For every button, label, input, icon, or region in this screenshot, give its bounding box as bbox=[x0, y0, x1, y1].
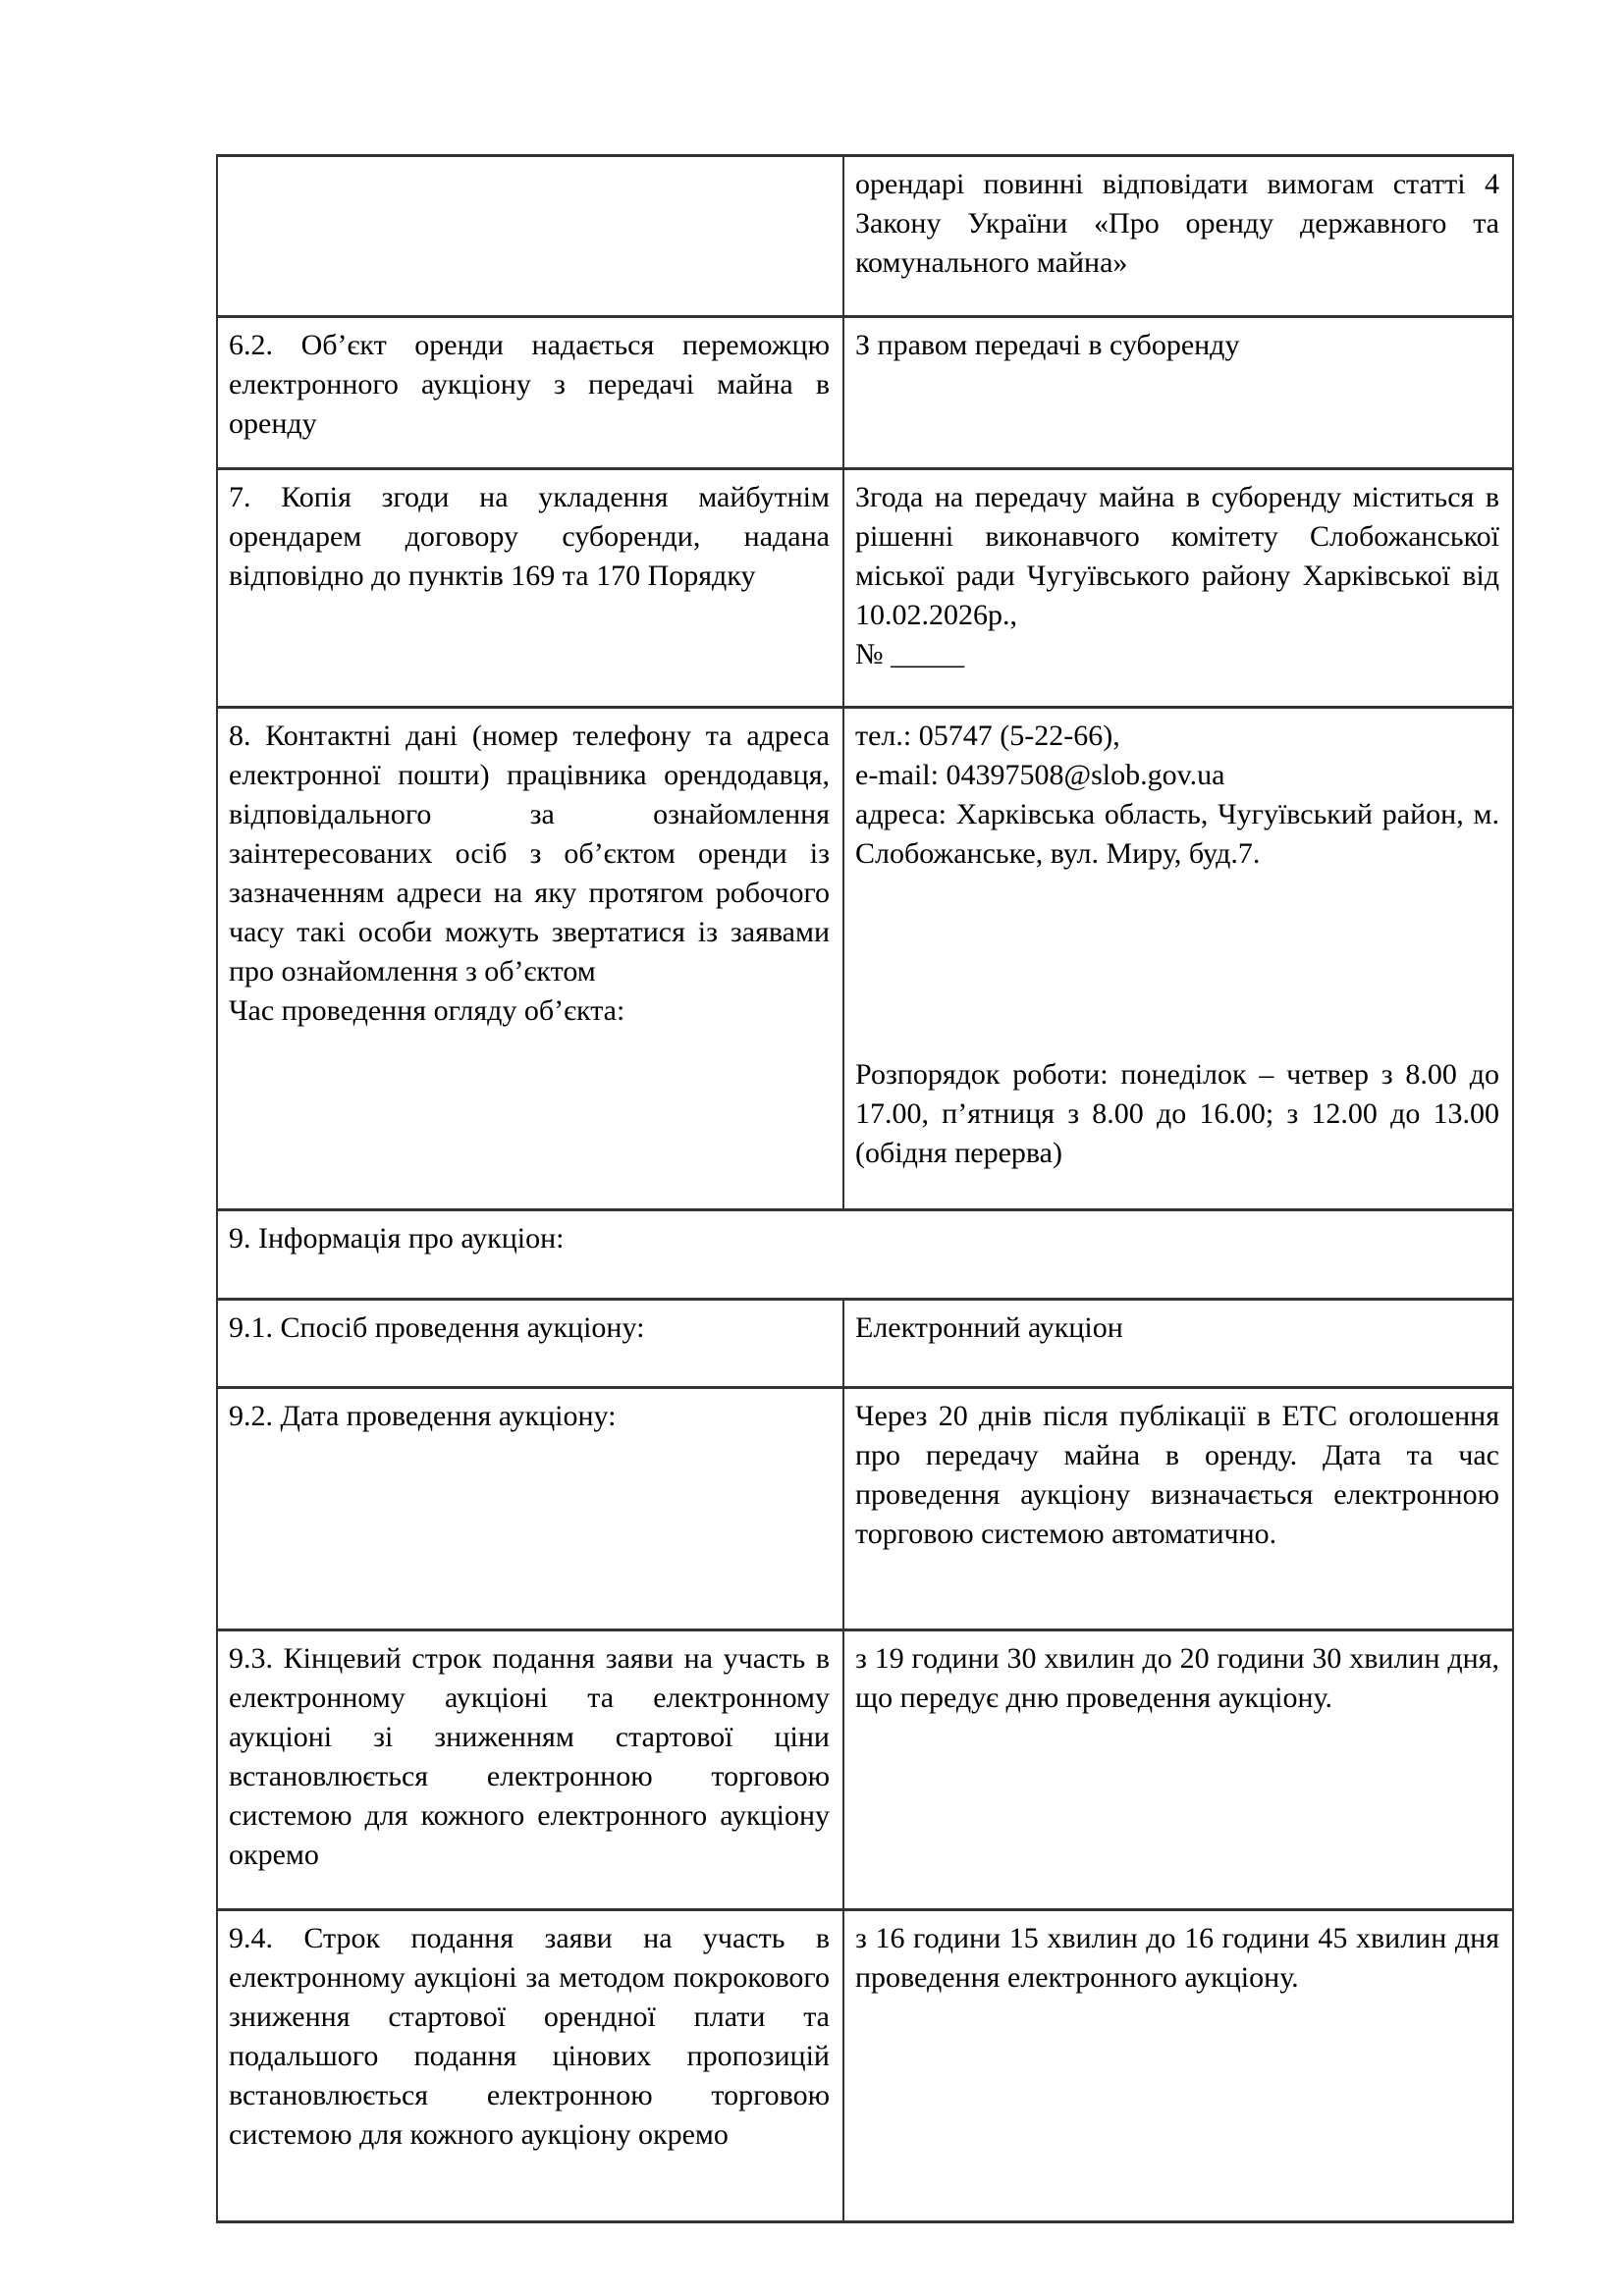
cell-label-application-deadline: 9.3. Кінцевий строк подання заяви на участь в електронному аукціоні та електронному аукціоні зі зниженням стартової ціни встановлюється електронною торговою системою для кожного електронного аукціону окремо bbox=[217, 1630, 843, 1910]
cell-value-auction-method: Електронний аукціон bbox=[843, 1300, 1513, 1388]
cell-label-object-to-winner: 6.2. Об’єкт оренди надається переможцю електронного аукціону з передачі майна в оренду bbox=[217, 317, 843, 469]
table-row-8 bbox=[217, 708, 1513, 1210]
cell-value-sublease-right: З правом передачі в суборенду bbox=[843, 317, 1513, 469]
inspection-time-label: Час проведення огляду об’єкта: bbox=[229, 994, 625, 1027]
table-row-7 bbox=[217, 469, 1513, 708]
table-row-9-header bbox=[217, 1210, 1513, 1300]
cell-value-sublease-consent bbox=[843, 469, 1513, 708]
cell-empty bbox=[217, 156, 843, 317]
table-row-6-2 bbox=[217, 317, 1513, 469]
cell-label-auction-method: 9.1. Спосіб проведення аукціону: bbox=[217, 1300, 843, 1388]
table-row-9-4 bbox=[217, 1910, 1513, 2222]
cell-value-auction-date: Через 20 днів після публікації в ЕТС оголошення про передачу майна в оренду. Дата та час проведення аукціону визначається електронною торговою системою автоматично. bbox=[843, 1388, 1513, 1630]
decision-number-line: № _____ bbox=[855, 638, 965, 670]
announcement-table bbox=[216, 154, 1514, 2223]
cell-value-contact-details bbox=[843, 708, 1513, 1210]
table-row-9-2 bbox=[217, 1388, 1513, 1630]
contact-details-text: 8. Контактні дані (номер телефону та адреса електронної пошти) працівника орендодавця, відповідального за ознайомлення заінтересованих осіб з об’єктом оренди із зазначенням адреси на яку протягом робочого часу такі особи можуть звертатися із заявами про ознайомлення з об’єктом bbox=[229, 720, 830, 988]
cell-value-application-deadline: з 19 години 30 хвилин до 20 години 30 хвилин дня, що передує дню проведення аукціону. bbox=[843, 1630, 1513, 1910]
cell-label-stepdown-application-period: 9.4. Строк подання заяви на участь в електронному аукціоні за методом покрокового зниження стартової орендної плати та подальшого подання цінових пропозицій встановлюється електронною торговою системою для кожного аукціону окремо bbox=[217, 1910, 843, 2222]
cell-label-sublease-consent-copy: 7. Копія згоди на укладення майбутнім орендарем договору суборенди, надана відповідно до пунктів 169 та 170 Порядку bbox=[217, 469, 843, 708]
email-line: e-mail: 04397508@slob.gov.ua bbox=[855, 759, 1225, 791]
sublease-consent-text: Згода на передачу майна в суборенду міститься в рішенні виконавчого комітету Слобожанської міської ради Чугуївського району Харківської від 10.02.2026р., bbox=[855, 481, 1499, 631]
cell-label-auction-date: 9.2. Дата проведення аукціону: bbox=[217, 1388, 843, 1630]
work-schedule-text: Розпорядок роботи: понеділок – четвер з 8.00 до 17.00, п’ятниця з 8.00 до 16.00; з 12.00 до 13.00 (обідня перерва) bbox=[855, 1058, 1499, 1169]
cell-auction-info-header: 9. Інформація про аукціон: bbox=[217, 1210, 1513, 1300]
cell-label-contact-details bbox=[217, 708, 843, 1210]
cell-value-stepdown-application-period: з 16 години 15 хвилин до 16 години 45 хвилин дня проведення електронного аукціону. bbox=[843, 1910, 1513, 2222]
address-line: адреса: Харківська область, Чугуївський район, м. Слобожанське, вул. Миру, буд.7. bbox=[855, 798, 1499, 870]
table-row-9-1 bbox=[217, 1300, 1513, 1388]
phone-line: тел.: 05747 (5-22-66), bbox=[855, 720, 1120, 752]
cell-tenant-requirements: орендарі повинні відповідати вимогам статті 4 Закону України «Про оренду державного та комунального майна» bbox=[843, 156, 1513, 317]
table-row-continuation bbox=[217, 156, 1513, 317]
table-row-9-3 bbox=[217, 1630, 1513, 1910]
